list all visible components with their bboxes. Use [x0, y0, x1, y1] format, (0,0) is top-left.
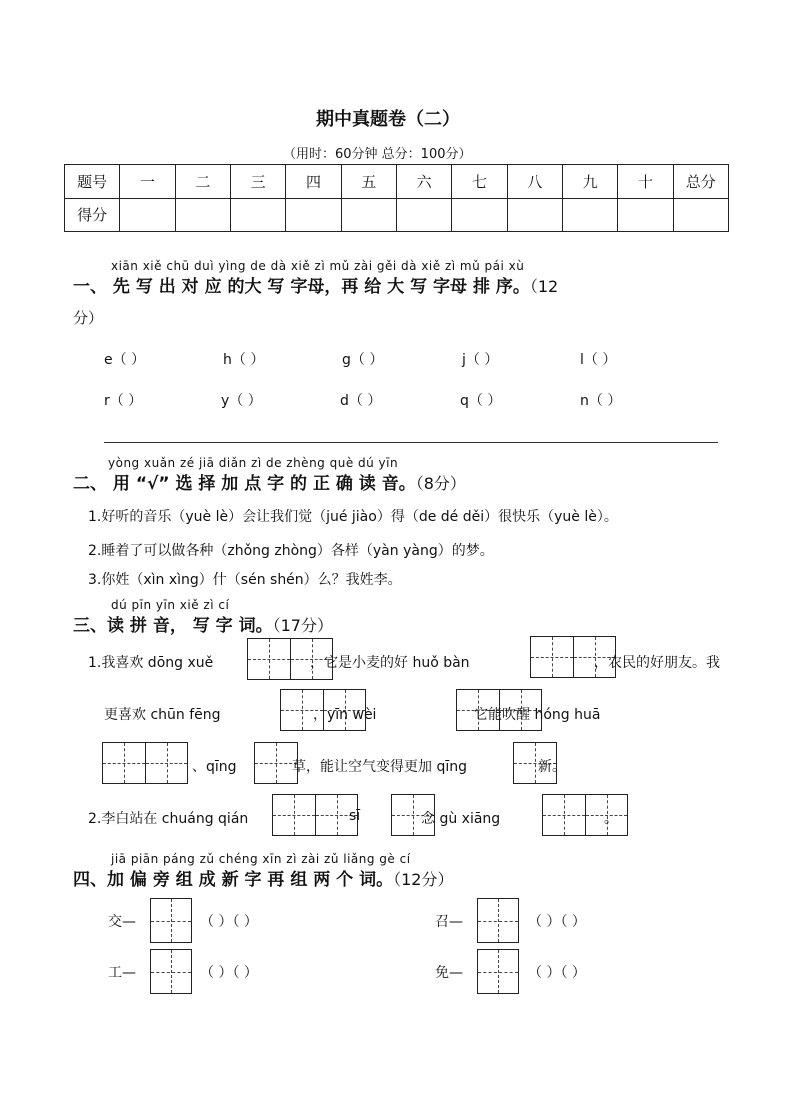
s3-text: ，农民的好朋友。我: [594, 655, 720, 671]
score-input[interactable]: [286, 198, 341, 232]
grid-cell[interactable]: [103, 743, 145, 783]
s3-text: 。: [604, 811, 618, 827]
radical-grid[interactable]: [150, 898, 192, 943]
letter-item[interactable]: e（ ）: [104, 352, 146, 368]
s4-pinyin: jiā piān páng zǔ chéng xīn zì zài zǔ liǎng gè cí: [111, 852, 411, 866]
letter-item[interactable]: d（ ）: [340, 393, 382, 409]
letter-item[interactable]: j（ ）: [462, 352, 499, 368]
grid-cell[interactable]: [273, 795, 315, 835]
writing-grid-honghua[interactable]: [102, 742, 188, 784]
s3-heading: [73, 611, 333, 636]
s3-text: 念 gù xiāng: [421, 811, 501, 827]
score-input[interactable]: [230, 198, 285, 232]
s2-question-2: 2.睡着了可以做各种（zhǒng zhòng）各样（yàn yàng）的梦。: [88, 543, 494, 559]
s4-label: 四、加 偏 旁 组 成 新 字 再 组 两 个 词。: [73, 870, 394, 890]
s1-pinyin: xiān xiě chū duì yìng de dà xiě zì mǔ zài gěi dà xiě zì mǔ pái xù: [111, 259, 525, 273]
writing-grid-chuangqian[interactable]: [272, 794, 361, 836]
s3-text: 草，能让空气变得更加 qīng: [292, 759, 467, 775]
score-cell: 二: [175, 165, 230, 199]
s4-heading: [73, 865, 453, 890]
s3-text: 它能吹醒 hóng huā: [474, 707, 601, 723]
grid-cell[interactable]: [145, 743, 187, 783]
letter-item[interactable]: g（ ）: [342, 352, 384, 368]
letter-item[interactable]: y（ ）: [221, 393, 262, 409]
s3-text: 、qīng: [192, 759, 237, 775]
score-label: 得分: [65, 198, 120, 232]
s3-points: （17分）: [272, 616, 333, 635]
score-cell: 一: [120, 165, 175, 199]
score-input[interactable]: [341, 198, 396, 232]
score-input[interactable]: [396, 198, 451, 232]
score-cell: 五: [341, 165, 396, 199]
score-cell: 十: [618, 165, 673, 199]
s3-text: ，yīn wèi: [313, 707, 377, 723]
s1-points: （12: [529, 277, 559, 296]
word-blanks[interactable]: （ ）（ ）: [528, 965, 586, 981]
score-cell: 六: [396, 165, 451, 199]
score-input[interactable]: [618, 198, 673, 232]
grid-cell[interactable]: [255, 743, 297, 783]
page-subtitle: （用时：60分钟 总分：100分）: [283, 147, 472, 162]
radical-grid[interactable]: [477, 898, 519, 943]
grid-cell[interactable]: [478, 950, 518, 993]
grid-cell[interactable]: [151, 899, 191, 942]
s2-pinyin: yòng xuǎn zé jiā diǎn zì de zhèng què dú yīn: [108, 456, 399, 470]
word-blanks[interactable]: （ ）（ ）: [200, 914, 258, 930]
s2-heading: [73, 469, 466, 494]
score-input[interactable]: [562, 198, 617, 232]
score-table: [64, 164, 729, 232]
s3-label: 三、读 拼 音， 写 字 词。: [73, 616, 273, 636]
score-cell: 题号: [65, 165, 120, 199]
grid-cell[interactable]: [543, 795, 585, 835]
letter-item[interactable]: r（ ）: [104, 393, 143, 409]
s4-points: （12分）: [393, 870, 454, 889]
score-header-row: [65, 165, 729, 199]
radical-char: 召—: [435, 914, 463, 930]
letter-item[interactable]: n（ ）: [580, 393, 622, 409]
s2-question-3: 3.你姓（xìn xìng）什（sén shén）么？我姓李。: [88, 572, 402, 588]
letter-item[interactable]: h（ ）: [223, 352, 265, 368]
answer-line[interactable]: [104, 442, 718, 443]
radical-char: 交—: [108, 914, 136, 930]
score-cell: 八: [507, 165, 562, 199]
score-input[interactable]: [673, 198, 728, 232]
score-cell: 三: [230, 165, 285, 199]
s3-text: 新。: [538, 759, 566, 775]
radical-grid[interactable]: [477, 949, 519, 994]
s3-text: sī: [349, 808, 361, 824]
s2-points: （8分）: [415, 474, 466, 493]
score-input-row: [65, 198, 729, 232]
score-cell: 七: [452, 165, 507, 199]
score-cell: 四: [286, 165, 341, 199]
letter-item[interactable]: l（ ）: [580, 352, 617, 368]
word-blanks[interactable]: （ ）（ ）: [528, 914, 586, 930]
s3-text: 2.李白站在 chuáng qián: [88, 811, 249, 827]
score-input[interactable]: [120, 198, 175, 232]
word-blanks[interactable]: （ ）（ ）: [200, 965, 258, 981]
score-input[interactable]: [175, 198, 230, 232]
score-input[interactable]: [452, 198, 507, 232]
s1-heading: [73, 272, 558, 297]
radical-char: 工—: [108, 965, 136, 981]
s3-text: ，它是小麦的好 huǒ bàn: [310, 655, 470, 671]
letter-item[interactable]: q（ ）: [460, 393, 502, 409]
s1-label: 一、 先 写 出 对 应 的大 写 字母，再 给 大 写 字母 排 序。: [73, 277, 530, 297]
radical-char: 免—: [435, 965, 463, 981]
s3-pinyin: dú pīn yīn xiě zì cí: [111, 598, 230, 612]
grid-cell[interactable]: [151, 950, 191, 993]
s2-label: 二、 用 “√” 选 择 加 点 字 的 正 确 读 音。: [73, 474, 416, 494]
grid-cell[interactable]: [248, 639, 290, 679]
s3-text: 1.我喜欢 dōng xuě: [88, 655, 214, 671]
score-cell: 总分: [673, 165, 728, 199]
s2-question-1: 1.好听的音乐（yuè lè）会让我们觉（jué jiào）得（de dé děi）很快乐（yuè lè）。: [88, 509, 618, 525]
grid-cell[interactable]: [531, 637, 573, 677]
score-input[interactable]: [507, 198, 562, 232]
grid-cell[interactable]: [478, 899, 518, 942]
radical-grid[interactable]: [150, 949, 192, 994]
page-title: 期中真题卷（二）: [316, 109, 460, 130]
score-cell: 九: [562, 165, 617, 199]
s3-text: 更喜欢 chūn fēng: [104, 707, 221, 723]
s1-points-cont: 分）: [73, 309, 104, 327]
